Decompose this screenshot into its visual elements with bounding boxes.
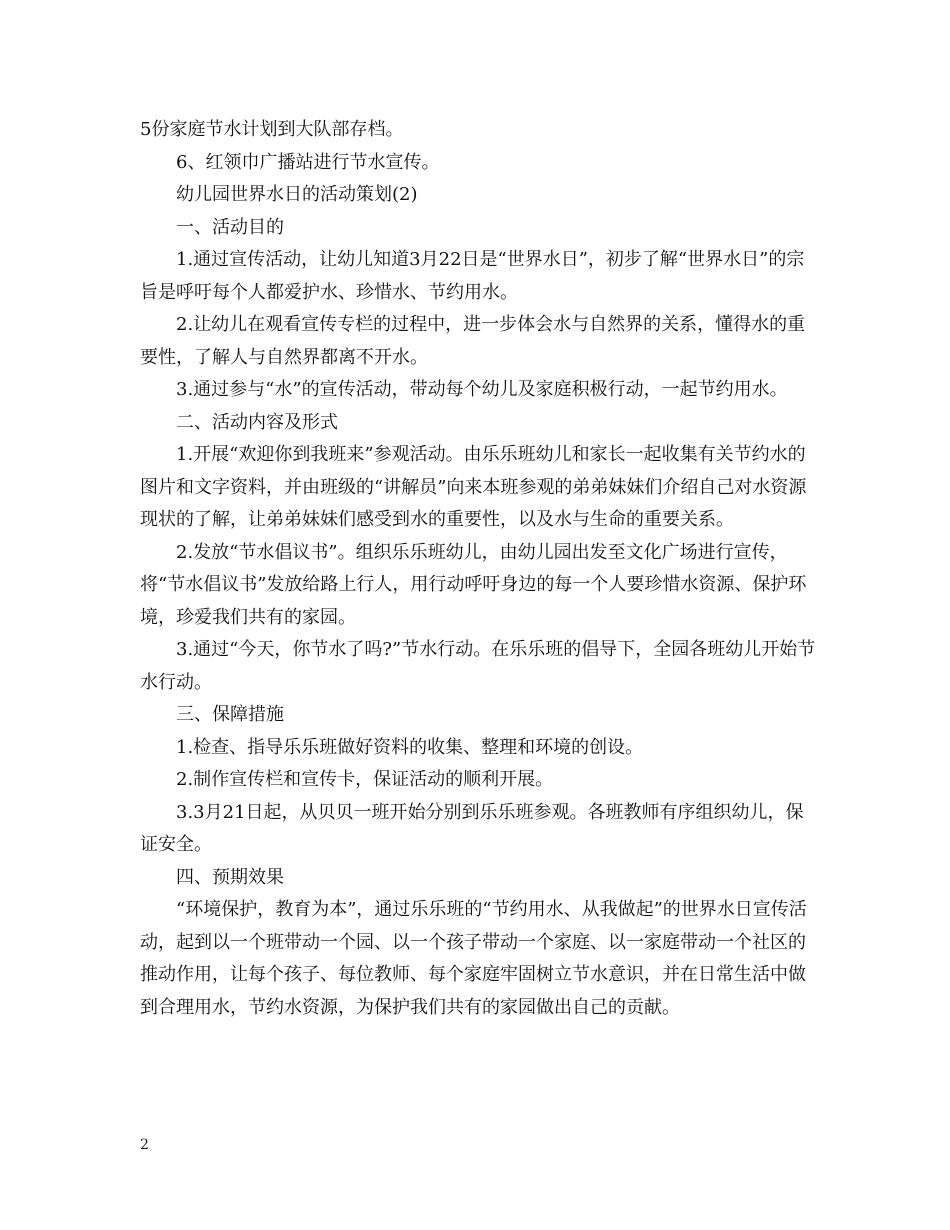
section-heading: 一、活动目的 — [176, 216, 284, 238]
section-title: 幼儿园世界水日的活动策划(2) — [176, 184, 418, 205]
paragraph: 6、红领巾广播站进行节水宣传。 — [176, 151, 440, 173]
paragraph: 1.检查、指导乐乐班做好资料的收集、整理和环境的创设。 — [176, 736, 644, 758]
section-heading: 二、活动内容及形式 — [176, 411, 338, 433]
paragraph: 3.通过参与“水”的宣传活动，带动每个幼儿及家庭积极行动，一起节约用水。 — [176, 379, 788, 400]
page-number: 2 — [140, 1137, 149, 1153]
section-heading: 三、保障措施 — [176, 704, 284, 725]
section-heading: 四、预期效果 — [176, 866, 284, 888]
paragraph: 2.让幼儿在观看宣传专栏的过程中，进一步体会水与自然界的关系，懂得水的重要性，了解人与自然界都离不开水。 — [140, 314, 806, 368]
paragraph: 1.开展“欢迎你到我班来”参观活动。由乐乐班幼儿和家长一起收集有关节约水的图片和文字资料，并由班级的“讲解员”向来本班参观的弟弟妹妹们介绍自己对水资源现状的了解，让弟弟妹妹们感受到水的重要性，以及水与生命的重要关系。 — [140, 444, 807, 530]
paragraph: 5份家庭节水计划到大队部存档。 — [140, 119, 404, 140]
paragraph: 2.制作宣传栏和宣传卡，保证活动的顺利开展。 — [176, 769, 554, 790]
paragraph: 1.通过宣传活动，让幼儿知道3月22日是“世界水日”，初步了解“世界水日”的宗旨是呼吁每个人都爱护水、珍惜水、节约用水。 — [140, 249, 805, 303]
document-body — [140, 114, 820, 1024]
paragraph: 3.3月21日起，从贝贝一班开始分别到乐乐班参观。各班教师有序组织幼儿，保证安全。 — [140, 801, 804, 855]
paragraph: “环境保护，教育为本”，通过乐乐班的“节约用水、从我做起”的世界水日宣传活动，起到以一个班带动一个园、以一个孩子带动一个家庭、以一家庭带动一个社区的推动作用，让每个孩子、每位教师、每个家庭牢固树立节水意识，并在日常生活中做到合理用水，节约水资源，为保护我们共有的家园做出自己的贡献。 — [140, 899, 807, 1018]
paragraph: 2.发放“节水倡议书”。组织乐乐班幼儿，由幼儿园出发至文化广场进行宣传，将“节水倡议书”发放给路上行人，用行动呼吁身边的每一个人要珍惜水资源、保护环境，珍爱我们共有的家园。 — [140, 541, 807, 628]
paragraph: 3.通过“今天，你节水了吗?”节水行动。在乐乐班的倡导下，全园各班幼儿开始节水行动。 — [140, 639, 816, 693]
